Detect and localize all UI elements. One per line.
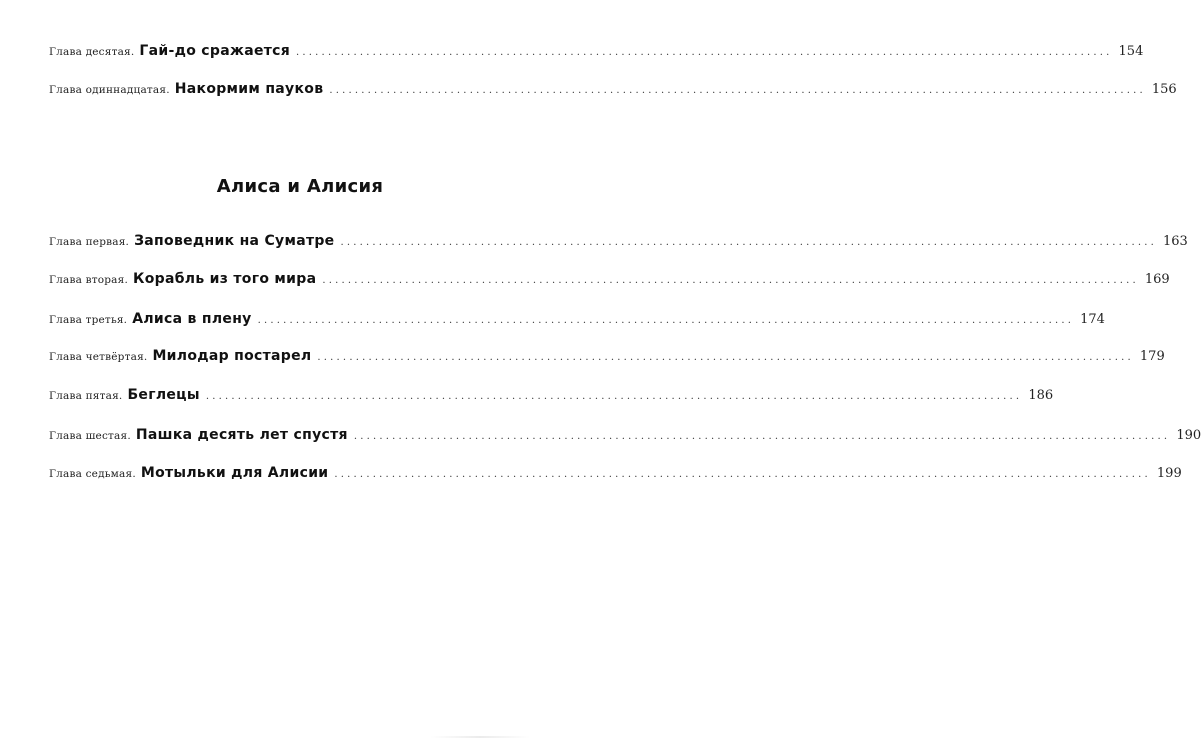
- page-number: 186: [1028, 388, 1054, 403]
- page-number: 156: [1151, 82, 1177, 97]
- page-number: 174: [1080, 312, 1105, 327]
- page-number: 199: [1156, 466, 1182, 481]
- toc-entry: [49, 81, 1177, 103]
- toc-entry: [49, 427, 1201, 449]
- chapter-label: Глава одиннадцатая.: [49, 84, 170, 96]
- dot-leader: ................................................................................................................................: [322, 275, 1139, 286]
- toc-entry: [49, 43, 1144, 65]
- page-number: 163: [1162, 234, 1188, 249]
- dot-leader: ................................................................................................................................: [353, 431, 1171, 442]
- page-edge-shadow: [430, 736, 530, 738]
- toc-entry: [49, 271, 1170, 293]
- chapter-label: Глава пятая.: [49, 390, 123, 402]
- chapter-title: Заповедник на Суматре: [134, 233, 335, 249]
- chapter-label: Глава четвёртая.: [49, 351, 148, 363]
- chapter-title: Мотыльки для Алисии: [140, 465, 329, 481]
- dot-leader: ................................................................................................................................: [205, 391, 1023, 402]
- chapter-title: Пашка десять лет спустя: [135, 427, 348, 443]
- dot-leader: ................................................................................................................................: [296, 47, 1113, 58]
- chapter-label: Глава седьмая.: [49, 468, 136, 480]
- dot-leader: ................................................................................................................................: [340, 237, 1157, 248]
- toc-entry: [49, 233, 1188, 255]
- chapter-title: Накормим пауков: [174, 81, 324, 97]
- chapter-title: Гай-до сражается: [139, 43, 291, 59]
- page-number: 190: [1176, 428, 1201, 443]
- chapter-title: Беглецы: [127, 387, 200, 403]
- dot-leader: ................................................................................................................................: [329, 85, 1146, 96]
- page-number: 179: [1139, 349, 1165, 364]
- chapter-label: Глава первая.: [49, 236, 130, 248]
- section-heading: Алиса и Алисия: [216, 176, 384, 197]
- chapter-title: Корабль из того мира: [132, 271, 317, 287]
- chapter-label: Глава вторая.: [49, 274, 128, 286]
- chapter-title: Милодар постарел: [152, 348, 312, 364]
- toc-entry: [49, 387, 1054, 409]
- chapter-label: Глава третья.: [49, 314, 128, 326]
- chapter-label: Глава десятая.: [49, 46, 135, 58]
- dot-leader: ................................................................................................................................: [334, 469, 1151, 480]
- toc-entry: [49, 348, 1165, 370]
- dot-leader: ................................................................................................................................: [257, 315, 1075, 326]
- toc-entry: [49, 311, 1105, 333]
- toc-entry: [49, 465, 1182, 487]
- page-number: 169: [1144, 272, 1170, 287]
- dot-leader: ................................................................................................................................: [317, 352, 1134, 363]
- page-number: 154: [1118, 44, 1144, 59]
- chapter-label: Глава шестая.: [49, 430, 131, 442]
- chapter-title: Алиса в плену: [132, 311, 252, 327]
